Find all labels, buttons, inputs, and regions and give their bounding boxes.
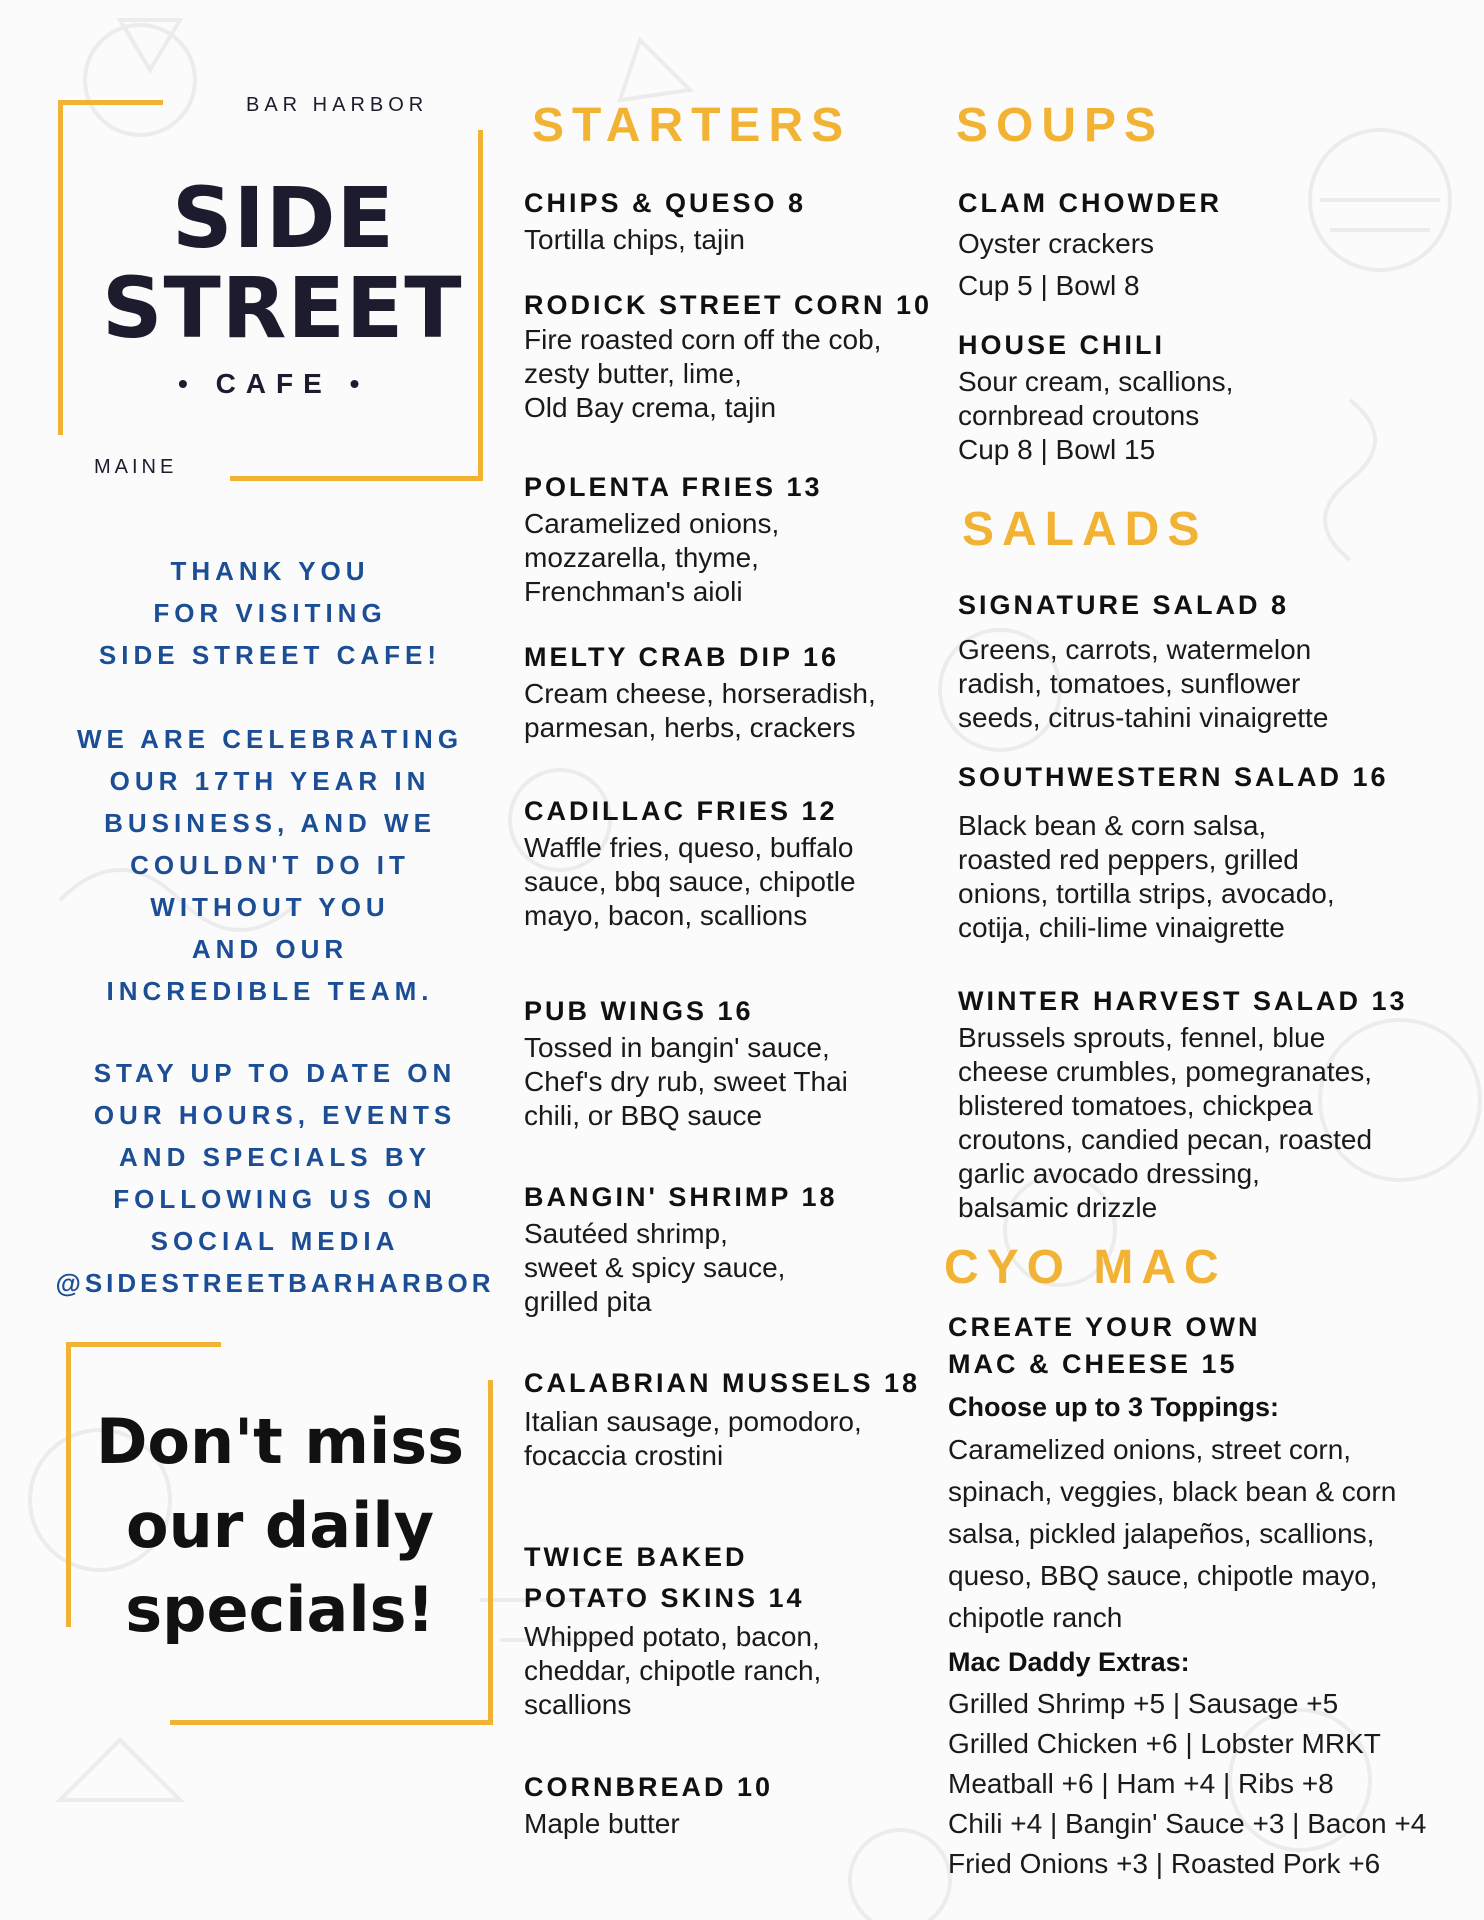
thanks-line: SIDE STREET CAFE! bbox=[98, 640, 442, 670]
menu-item-cornbread bbox=[524, 1772, 773, 1841]
item-title: CADILLAC FRIES 12 bbox=[524, 796, 838, 826]
specials-line: our daily bbox=[125, 1489, 435, 1562]
item-title: CREATE YOUR OWN bbox=[948, 1312, 1261, 1342]
toppings-list: Caramelized onions, street corn, spinach, veggies, black bean & corn salsa, pickled jalapeños, scallions, queso, BBQ sauce, chipotle mayo, chipotle ranch bbox=[948, 1434, 1397, 1633]
item-title: CORNBREAD 10 bbox=[524, 1772, 774, 1802]
item-desc: Whipped potato, bacon, cheddar, chipotle ranch, scallions bbox=[524, 1621, 822, 1720]
specials-line: specials! bbox=[125, 1573, 435, 1646]
menu-item-chips-queso bbox=[524, 188, 806, 257]
toppings-label: Choose up to 3 Toppings: bbox=[948, 1392, 1279, 1422]
soups-heading: SOUPS bbox=[956, 99, 1165, 152]
item-title: BANGIN' SHRIMP 18 bbox=[524, 1182, 838, 1212]
thanks-line: FOR VISITING bbox=[153, 598, 387, 628]
item-title: CLAM CHOWDER bbox=[958, 188, 1222, 218]
item-desc: Brussels sprouts, fennel, blue cheese crumbles, pomegranates, blistered tomatoes, chickpea croutons, candied pecan, roasted garlic avocado dressing, balsamic drizzle bbox=[958, 1022, 1373, 1223]
starters-heading: STARTERS bbox=[532, 99, 852, 152]
celebrating-line: OUR 17TH YEAR IN bbox=[109, 766, 431, 796]
item-desc: Black bean & corn salsa, roasted red peppers, grilled onions, tortilla strips, avocado, cotija, chili-lime vinaigrette bbox=[958, 810, 1335, 943]
celebrating-line: WE ARE CELEBRATING bbox=[76, 724, 464, 754]
item-title: POLENTA FRIES 13 bbox=[524, 472, 823, 502]
daily-specials-callout bbox=[80, 1400, 480, 1652]
item-title: MELTY CRAB DIP 16 bbox=[524, 642, 840, 672]
extras-list: Grilled Shrimp +5 | Sausage +5 Grilled Chicken +6 | Lobster MRKT Meatball +6 | Ham +4 | Ribs +8 Chili +4 | Bangin' Sauce +3 | Bacon +4 Fried Onions +3 | Roasted Pork +6 bbox=[948, 1688, 1427, 1879]
salads-heading: SALADS bbox=[962, 503, 1208, 556]
menu-item-cadillac-fries bbox=[524, 796, 856, 933]
item-title: SOUTHWESTERN SALAD 16 bbox=[958, 762, 1389, 792]
celebrating-message bbox=[30, 718, 510, 1012]
menu-item-crab-dip bbox=[524, 642, 876, 745]
item-desc: Greens, carrots, watermelon radish, tomatoes, sunflower seeds, citrus-tahini vinaigrette bbox=[958, 634, 1329, 733]
brand-sub: • CAFE • bbox=[178, 368, 370, 399]
item-desc: Cream cheese, horseradish, parmesan, herbs, crackers bbox=[524, 678, 876, 743]
brand-name-line2: STREET bbox=[102, 259, 463, 357]
celebrating-line: INCREDIBLE TEAM. bbox=[106, 976, 434, 1006]
menu-item-mussels bbox=[524, 1368, 920, 1473]
item-title: WINTER HARVEST SALAD 13 bbox=[958, 986, 1408, 1016]
menu-item-bangin-shrimp bbox=[524, 1182, 837, 1319]
social-line: FOLLOWING US ON bbox=[113, 1184, 437, 1214]
item-title-line2: POTATO SKINS 14 bbox=[524, 1583, 805, 1613]
thanks-line: THANK YOU bbox=[170, 556, 370, 586]
item-title: CHIPS & QUESO 8 bbox=[524, 188, 807, 218]
thanks-message bbox=[30, 550, 510, 676]
item-desc: Maple butter bbox=[524, 1808, 680, 1839]
social-line: STAY UP TO DATE ON bbox=[93, 1058, 457, 1088]
social-line: AND SPECIALS BY bbox=[119, 1142, 431, 1172]
item-title: SIGNATURE SALAD 8 bbox=[958, 590, 1290, 620]
brand-state: MAINE bbox=[94, 456, 178, 478]
social-handle: @SIDESTREETBARHARBOR bbox=[55, 1268, 495, 1298]
item-desc: Fire roasted corn off the cob, zesty butter, lime, Old Bay crema, tajin bbox=[524, 324, 882, 423]
item-title: RODICK STREET CORN 10 bbox=[524, 290, 933, 320]
item-title-line2: MAC & CHEESE 15 bbox=[948, 1349, 1238, 1379]
menu-item-polenta-fries bbox=[524, 472, 823, 609]
menu-item-signature-salad bbox=[958, 590, 1328, 735]
menu-item-pub-wings bbox=[524, 996, 848, 1133]
item-title: TWICE BAKED bbox=[524, 1542, 748, 1572]
menu-item-house-chili bbox=[958, 330, 1233, 467]
item-desc: Sour cream, scallions, cornbread croutons Cup 8 | Bowl 15 bbox=[958, 366, 1234, 465]
social-line: OUR HOURS, EVENTS bbox=[93, 1100, 457, 1130]
item-desc: Caramelized onions, mozzarella, thyme, Frenchman's aioli bbox=[524, 508, 780, 607]
menu-item-southwestern-salad bbox=[958, 762, 1389, 945]
item-title: PUB WINGS 16 bbox=[524, 996, 754, 1026]
celebrating-line: WITHOUT YOU bbox=[150, 892, 390, 922]
cyo-mac-heading: CYO MAC bbox=[944, 1241, 1227, 1294]
menu-item-winter-harvest-salad bbox=[958, 986, 1408, 1225]
menu-item-clam-chowder bbox=[958, 188, 1222, 307]
item-title: HOUSE CHILI bbox=[958, 330, 1166, 360]
social-message bbox=[30, 1052, 520, 1304]
specials-line: Don't miss bbox=[95, 1405, 465, 1478]
celebrating-line: COULDN'T DO IT bbox=[130, 850, 410, 880]
brand-name-line1: SIDE bbox=[172, 169, 395, 267]
item-desc: Tossed in bangin' sauce, Chef's dry rub, sweet Thai chili, or BBQ sauce bbox=[524, 1032, 848, 1131]
celebrating-line: BUSINESS, AND WE bbox=[104, 808, 436, 838]
item-desc: Tortilla chips, tajin bbox=[524, 224, 745, 255]
item-desc: Italian sausage, pomodoro, focaccia crostini bbox=[524, 1406, 862, 1471]
celebrating-line: AND OUR bbox=[191, 934, 349, 964]
item-desc: Oyster crackers Cup 5 | Bowl 8 bbox=[958, 228, 1155, 301]
item-desc: Sautéed shrimp, sweet & spicy sauce, grilled pita bbox=[524, 1218, 786, 1317]
menu-item-mac-cheese bbox=[948, 1312, 1426, 1884]
item-desc: Waffle fries, queso, buffalo sauce, bbq sauce, chipotle mayo, bacon, scallions bbox=[524, 832, 856, 931]
social-line: SOCIAL MEDIA bbox=[150, 1226, 400, 1256]
extras-label: Mac Daddy Extras: bbox=[948, 1647, 1190, 1677]
menu-item-potato-skins bbox=[524, 1542, 821, 1722]
brand-location: BAR HARBOR bbox=[246, 94, 429, 116]
item-title: CALABRIAN MUSSELS 18 bbox=[524, 1368, 921, 1398]
menu-item-street-corn bbox=[524, 290, 932, 425]
